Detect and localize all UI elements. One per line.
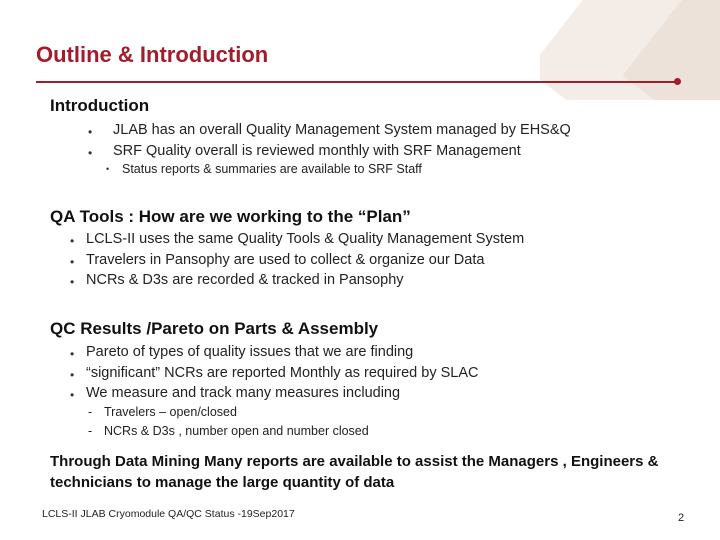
bullet-icon: • <box>106 164 110 174</box>
qc-results-subitem: NCRs & D3s , number open and number closed <box>104 424 369 438</box>
intro-item: SRF Quality overall is reviewed monthly with SRF Management <box>113 143 521 159</box>
intro-subitem: Status reports & summaries are available to SRF Staff <box>122 162 422 176</box>
qc-results-subitem: Travelers – open/closed <box>104 405 237 419</box>
bullet-icon: • <box>70 275 75 289</box>
qc-results-item: Pareto of types of quality issues that we are finding <box>86 344 414 360</box>
bullet-icon: • <box>88 125 93 139</box>
corner-decoration <box>540 0 720 100</box>
bullet-icon: • <box>70 255 75 269</box>
qa-tools-item: Travelers in Pansophy are used to collect & organize our Data <box>86 252 485 268</box>
bullet-icon: • <box>70 347 75 361</box>
bullet-icon: • <box>70 234 75 248</box>
title-rule <box>36 81 678 83</box>
slide-title: Outline & Introduction <box>36 42 269 67</box>
section-heading-qa-tools: QA Tools : How are we working to the “Plan” <box>50 207 411 226</box>
qa-tools-item: NCRs & D3s are recorded & tracked in Pansophy <box>86 272 404 288</box>
section-heading-qc-results: QC Results /Pareto on Parts & Assembly <box>50 319 379 338</box>
intro-item: JLAB has an overall Quality Management System managed by EHS&Q <box>113 122 571 138</box>
bullet-icon: • <box>70 388 75 402</box>
title-rule-dot <box>674 78 681 85</box>
qa-tools-item: LCLS-II uses the same Quality Tools & Quality Management System <box>86 231 525 247</box>
bullet-icon: • <box>88 146 93 160</box>
page-number: 2 <box>678 512 685 524</box>
bullet-icon: • <box>70 368 75 382</box>
qc-results-item: “significant” NCRs are reported Monthly as required by SLAC <box>86 365 479 381</box>
closing-paragraph: Through Data Mining Many reports are available to assist the Managers , Engineers & technicians to manage the large quantity of data <box>50 453 659 491</box>
footer-text: LCLS-II JLAB Cryomodule QA/QC Status -19Sep2017 <box>42 508 295 520</box>
qc-results-item: We measure and track many measures including <box>86 385 401 401</box>
dash-icon: - <box>88 405 93 419</box>
section-heading-introduction: Introduction <box>50 96 150 115</box>
dash-icon: - <box>88 424 93 438</box>
